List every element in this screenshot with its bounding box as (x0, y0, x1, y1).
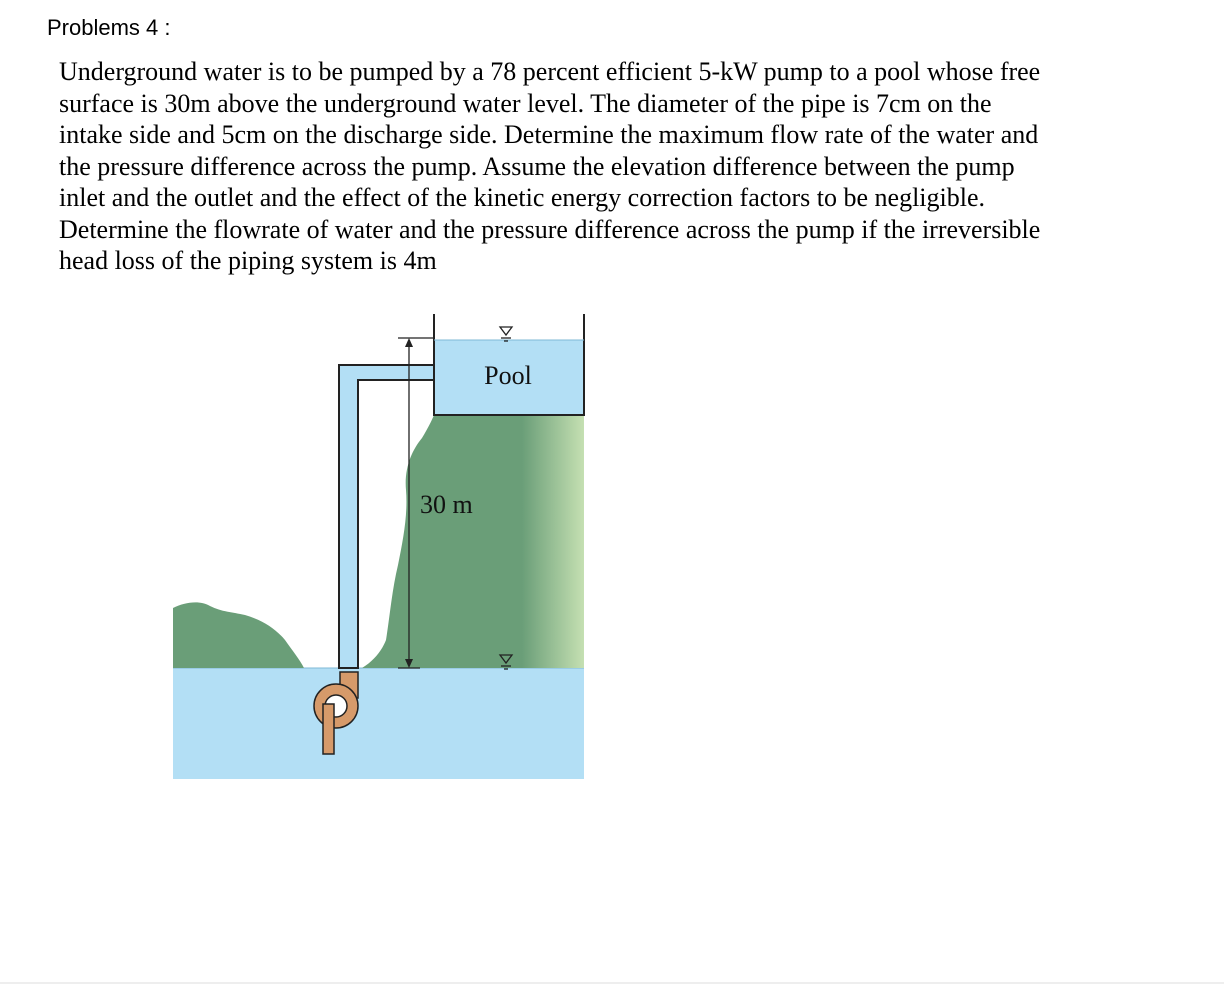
free-surface-marker-top (500, 327, 512, 341)
problem-line: the pressure difference across the pump. Assume the elevation difference between the pump (59, 151, 1015, 181)
problem-line: Underground water is to be pumped by a 78 percent efficient 5-kW pump to a pool whose free (59, 57, 1041, 86)
right-hill (362, 415, 584, 668)
pool-label: Pool (484, 361, 532, 390)
left-ground (173, 602, 304, 668)
problem-line: Determine the flowrate of water and the pressure difference across the pump if the irreversible (59, 214, 1041, 244)
problem-line: head loss of the piping system is 4m (59, 246, 437, 275)
problem-line: intake side and 5cm on the discharge side. Determine the maximum flow rate of the water and (59, 120, 1039, 149)
underground-water (173, 668, 584, 779)
problem-line: surface is 30m above the underground water level. The diameter of the pipe is 7cm on the (59, 88, 992, 118)
problem-heading: Problems 4 : (47, 15, 171, 40)
problem-line: inlet and the outlet and the effect of the kinetic energy correction factors to be negligible. (59, 183, 986, 212)
height-label: 30 m (420, 490, 473, 519)
